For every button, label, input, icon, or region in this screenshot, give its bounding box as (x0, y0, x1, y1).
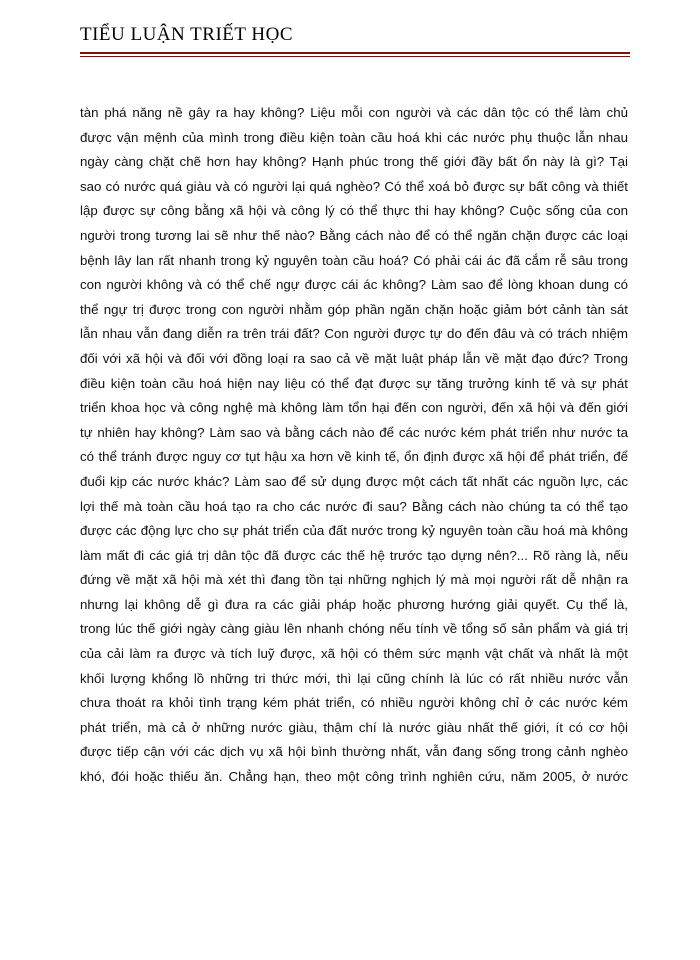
text-line: của cải làm ra được và tích luỹ được, xã hội có thêm sức mạnh vật chất và nhất là một (80, 646, 628, 662)
text-line: tàn phá năng nề gây ra hay không? Liệu mỗi con người và các dân tộc có thể làm chủ (80, 105, 628, 120)
text-line: thể ngự trị được trong con người nhằm góp phần ngăn chặn hoặc giảm bớt cảnh tàn sát (80, 301, 628, 317)
text-line: đối với xã hội và đối với đồng loại ra sao cả về mặt luật pháp lẫn về mặt đạo đức? Trong (80, 350, 628, 366)
text-line: sao có nước quá giàu và có người lại quá nghèo? Có thể xoá bỏ được sự bất công và thiết (80, 178, 628, 194)
text-line: tự nhiên hay không? Làm sao và bằng cách nào để các nước kém phát triển như nước ta (80, 424, 628, 440)
text-line: được vận mệnh của mình trong điều kiện toàn cầu hoá khi các nước phụ thuộc lẫn nhau (80, 129, 628, 145)
text-line: ngày càng chặt chẽ hơn hay không? Hạnh phúc trong thế giới đầy bất ổn này là gì? Tại (80, 154, 628, 170)
header-rule-thin (80, 56, 630, 57)
text-line: nhưng lại không dễ gì đưa ra các giải pháp hoặc phương hướng giải quyết. Cụ thể là, (80, 596, 628, 612)
text-line: người trong tương lai sẽ như thế nào? Bằng cách nào để có thể ngăn chặn được các loại (80, 227, 628, 243)
text-line: triển khoa học và công nghệ mà không làm tổn hại đến con người, đến xã hội và đến giới (80, 400, 628, 416)
text-line: làm mất đi các giá trị dân tộc đã được các thế hệ trước tạo dựng nên?... Rõ ràng là, nếu (80, 547, 628, 563)
text-line: được tiếp cận với các dịch vụ xã hội bình thường nhất, vẫn đang sống trong cảnh nghèo (80, 744, 628, 760)
text-line: lập được sự công bằng xã hội và công lý có thể thực thi hay không? Cuộc sống của con (80, 203, 628, 219)
text-line: lợi thế mà toàn cầu hoá tạo ra cho các nước đi sau? Bằng cách nào chúng ta có thể tạo (80, 498, 628, 514)
text-line: con người không và có thể chế ngự được cái ác không? Làm sao để lòng khoan dung có (80, 277, 628, 293)
text-line: được các động lực cho sự phát triển của đất nước trong kỷ nguyên toàn cầu hoá mà không (80, 523, 628, 539)
document-title: TIỂU LUẬN TRIẾT HỌC (80, 24, 294, 45)
text-line: khó, đói hoặc thiếu ăn. Chẳng hạn, theo một công trình nghiên cứu, năm 2005, ở nước (80, 769, 628, 785)
header-rule (80, 52, 630, 54)
text-line: trong lúc thế giới ngày càng giàu lên nhanh chóng nếu tính về tổng số sản phẩm và giá trị (80, 621, 628, 637)
text-line: chưa thoát ra khỏi tình trạng kém phát triển, có nhiều người không chỉ ở các nước kém (80, 695, 628, 711)
text-line: đứng về mặt xã hội mà xét thì đang tồn tại những nghịch lý mà mọi người rất dễ nhận ra (80, 572, 628, 588)
text-line: phát triển, mà cả ở những nước giàu, thậm chí là nước giàu nhất thế giới, ít có cơ hội (80, 719, 628, 735)
text-line: có thể tránh được nguy cơ tụt hậu xa hơn về kinh tế, ổn định được xã hội để phát triển, để (80, 449, 628, 465)
text-line: lẫn nhau vẫn đang diễn ra trên trái đất? Con người được tự do đến đâu và có trách nhiệm (80, 326, 628, 342)
text-line: bệnh lây lan rất nhanh trong kỷ nguyên toàn cầu hoá? Có phải cái ác đã cắm rễ sâu trong (80, 252, 628, 268)
body-text (80, 101, 628, 790)
page-header (80, 24, 630, 57)
text-line: điều kiện toàn cầu hoá hiện nay liệu có thể đạt được sự tăng trưởng kinh tế và sự phát (80, 375, 628, 391)
text-line: khối lượng khổng lồ những tri thức mới, thì lại cũng chính là lúc có rất nhiều nước vẫn (80, 670, 628, 686)
text-line: đuổi kịp các nước khác? Làm sao để sử dụng được một cách tất nhất các nguồn lực, các (80, 473, 628, 489)
